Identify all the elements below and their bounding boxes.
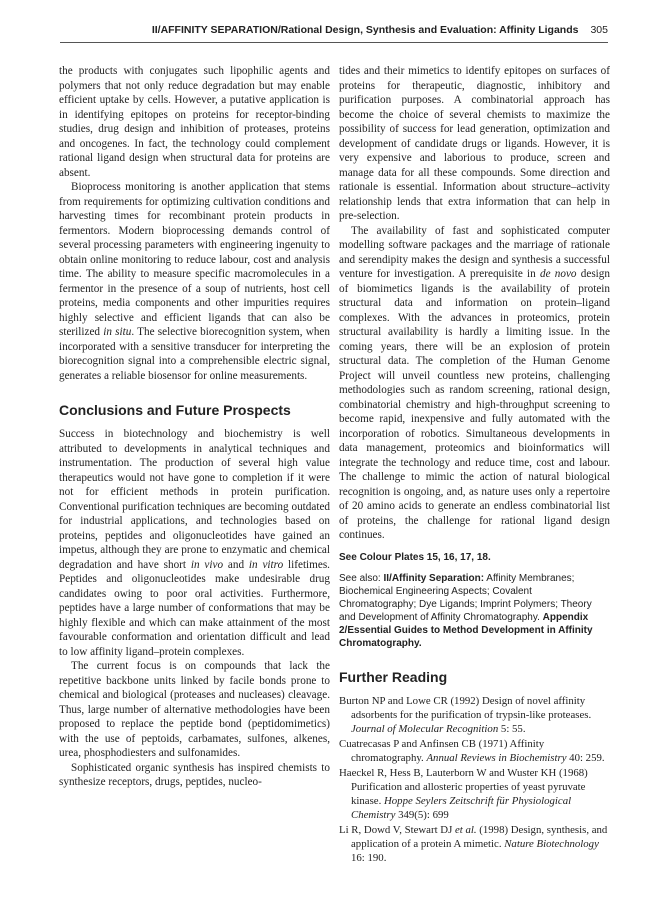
reference-item: Haeckel R, Hess B, Lauterborn W and Wuster KH (1968) Purification and allosteric properties of yeast pyruvate kinase. Hoppe Seylers Zeitschrift für Physiological Chemistry 349(5): 699 (339, 766, 588, 821)
reference-item: Cuatrecasas P and Anfinsen CB (1971) Affinity chromatography. Annual Reviews in Biochemistry 40: 259. (339, 737, 605, 764)
paragraph: tides and their mimetics to identify epitopes on surfaces of proteins for therapeutic, diagnostic, inhibitory and purification purposes. A combinatorial approach has become the choice of several chemists to maximize the possibility of success for lead generation, optimization and development of candidate drugs or ligands. However, it is very expensive and laborious to produce, screen and manage data for all these compounds. Some direction and rationale is essential. Information about structure–activity relationship lends that extra information that can help in pre-selection. (339, 65, 610, 222)
section-heading-conclusions: Conclusions and Future Prospects (59, 402, 291, 418)
colour-plates-note: See Colour Plates 15, 16, 17, 18. (339, 551, 491, 563)
paragraph: The current focus is on compounds that lack the repetitive backbone units linked by facile bonds prone to chemical and biological (proteases and nucleases) cleavage. Thus, large number of alternative methodologies have been proposed to replace the peptide bond (peptidomimetics) with the use of peptoids, carbamates, sulfones, alkenes, urea, phosphodiesters and sulfonamides. (59, 660, 330, 759)
reference-item: Li R, Dowd V, Stewart DJ et al. (1998) Design, synthesis, and application of a protein A mimetic. Nature Biotechnology 16: 190. (339, 823, 608, 864)
reference-item: Burton NP and Lowe CR (1992) Design of novel affinity adsorbents for the purification of trypsin-like proteases. Journal of Molecular Recognition 5: 55. (339, 694, 592, 735)
paragraph: the products with conjugates such lipophilic agents and polymers that not only reduce degradation but may enable efficient uptake by cells. However, a putative application is in identifying epitopes on proteins for receptor-binding studies, drug design and inhibition of proteases, proteins and oncogenes. In fact, the technology could complement rational ligand design when structural data for proteins are absent. (59, 65, 330, 179)
section-heading-further-reading: Further Reading (339, 668, 448, 685)
left-column (59, 64, 330, 790)
paragraph: The availability of fast and sophisticated computer modelling software packages and the marriage of rationale and serendipity makes the design and synthesis a successful venture for investigation. A prerequisite in de novo design of biomimetics ligands is the availability of protein structural data and information on protein–ligand complexes. With the advances in proteomics, protein structural availability is hardly a limiting issue. In the coming years, there will be an explosion of protein structural data. The completion of the Human Genome Project will unveil countless new proteins, challenging methodologies such as random screening, rational design, combinatorial chemistry and high-throughput screening to become rapid, inexpensive and fully automated with the incorporation of robotics. Simultaneous developments in data management, proteomics and bioinformatics will integrate the technology and reduce time, cost and labour. The challenge to mimic the action of natural biological recognition is ongoing, and, as nature uses only a repertoire of 20 amino acids to generate an endless combinatorial list of proteins, the challenge for rational ligand design continues. (339, 224, 610, 541)
header-title: II/AFFINITY SEPARATION/Rational Design, Synthesis and Evaluation: Affinity Ligands (151, 24, 579, 36)
right-column (339, 64, 610, 866)
running-header (60, 24, 608, 43)
see-also: See also: II/Affinity Separation: Affinity Membranes; Biochemical Engineering Aspects; Covalent Chromatography; Dye Ligands; Imprint Polymers; Theory and Development of Affinity Chromatography. Appendix 2/Essential Guides to Method Development in Affinity Chromatography. (339, 572, 593, 649)
page-number: 305 (590, 24, 608, 36)
paragraph: Success in biotechnology and biochemistry is well attributed to developments in analytical techniques and instrumentation. The production of several high value therapeutics would not have gone to completion if it were not for efficient methods in protein purification. Conventional purification techniques are becoming outdated for industrial applications, and technologies based on proteins, peptides and oligonucleotides have gained an impetus, although they are prone to enzymatic and chemical degradation and have short in vivo and in vitro lifetimes. Peptides and oligonucleotides make undesirable drug candidates owing to poor oral activities. Furthermore, peptides have a large number of conformations that may be highly flexible and which can make attainment of the most favourable conformation and orientation difficult and lead to low affinity ligand–protein complexes. (59, 428, 330, 658)
paragraph: Sophisticated organic synthesis has inspired chemists to synthesize receptors, drugs, peptides, nucleo- (59, 761, 330, 788)
paragraph: Bioprocess monitoring is another application that stems from requirements for optimizing cultivation conditions and harvesting times for recombinant protein products in fermentors. Modern bioprocessing demands control of several processing parameters with engineering ingenuity to obtain online monitoring to reduce labour, cost and analysis time. The ability to measure specific macromolecules in a fermentor in the presence of a soup of nutrients, host cell proteins, media components and other impurities requires highly selective and efficient ligands that can also be sterilized in situ. The selective biorecognition system, when incorporated with a sensitive transducer for interpreting the biorecognition signal into a comprehensible electric signal, generates a reliable biosensor for online measurements. (59, 181, 330, 382)
